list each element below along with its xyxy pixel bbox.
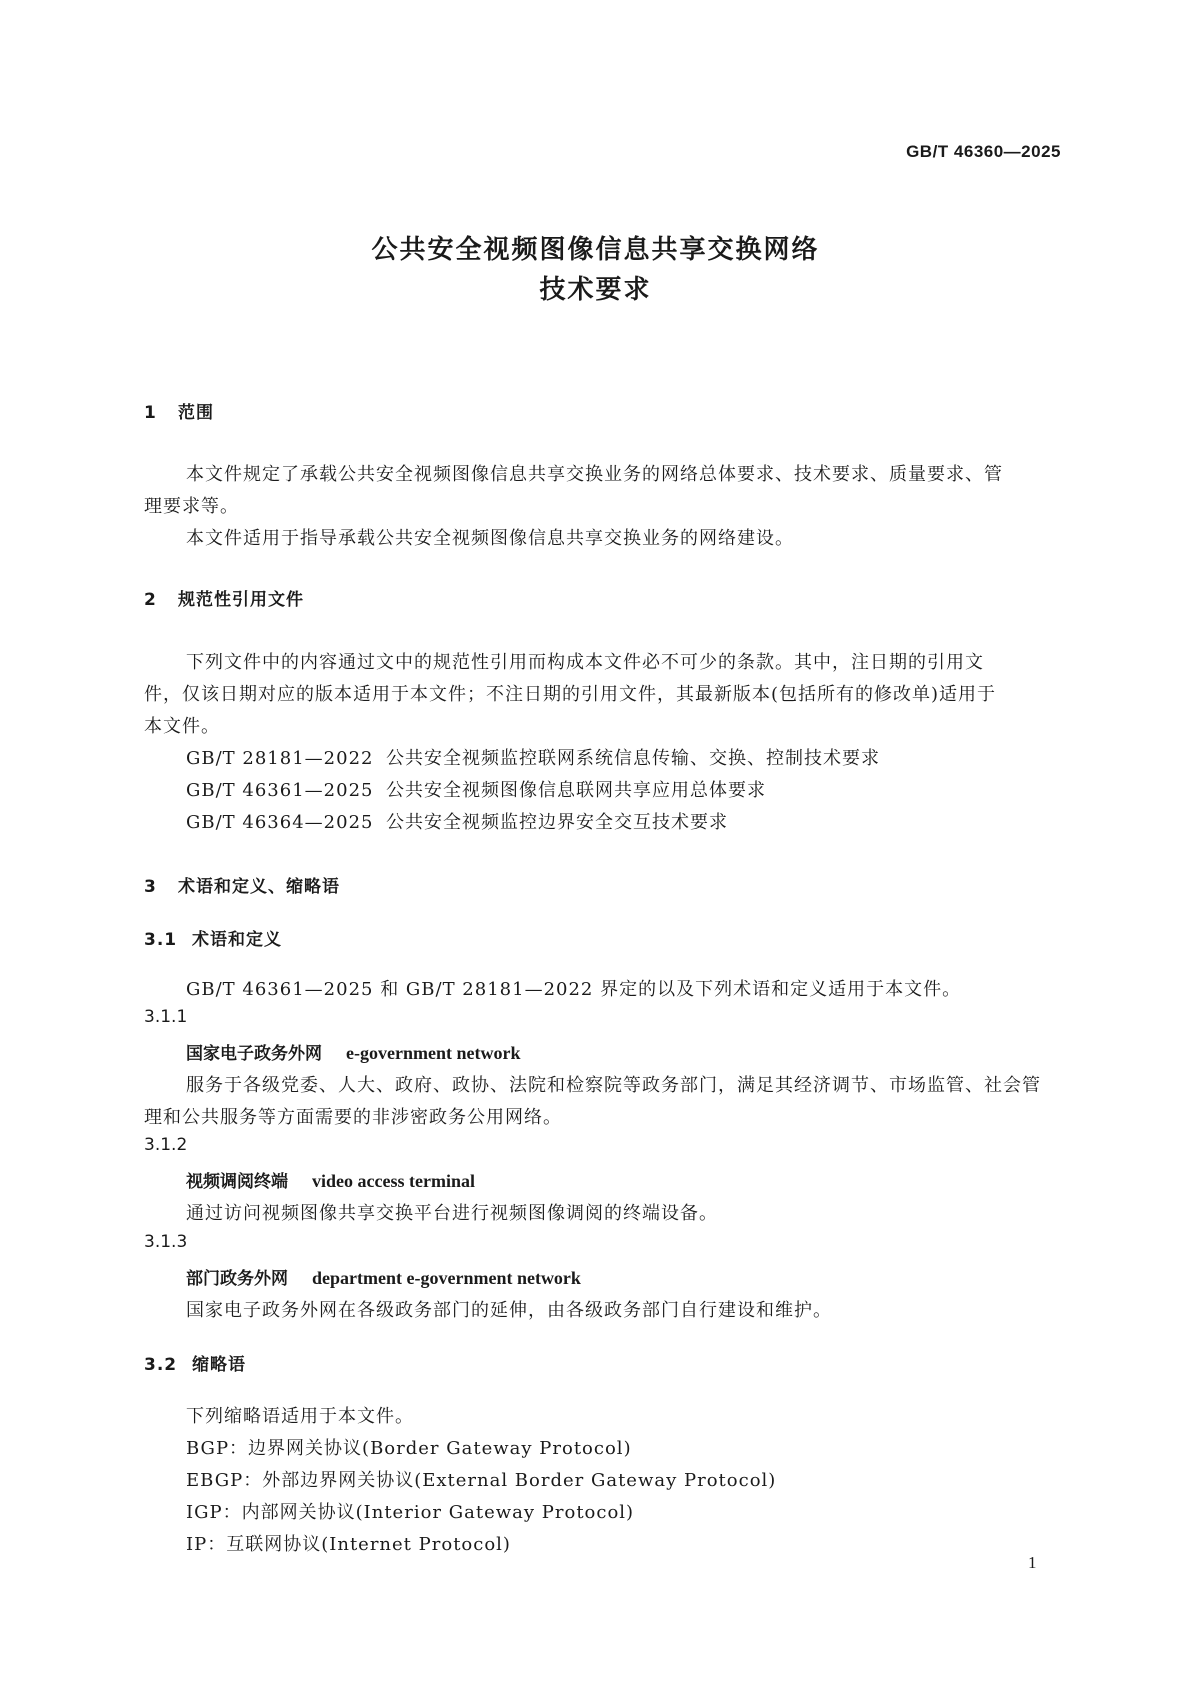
reference-code: GB/T 46364—2025 <box>186 812 374 833</box>
term-definition-line-1: 通过访问视频图像共享交换平台进行视频图像调阅的终端设备。 <box>186 1203 718 1224</box>
term-number: 3.1.1 <box>144 1007 188 1027</box>
term-number: 3.1.3 <box>144 1232 188 1252</box>
section-3-heading <box>144 872 340 897</box>
term-zh: 部门政务外网 <box>186 1269 288 1289</box>
term-en: e-government network <box>346 1043 521 1063</box>
term-heading <box>186 1039 520 1064</box>
reference-code: GB/T 28181—2022 <box>186 748 374 769</box>
section-1-heading <box>144 398 214 423</box>
section-1-paragraph-1-line-1: 本文件规定了承载公共安全视频图像信息共享交换业务的网络总体要求、技术要求、质量要求、管 <box>186 464 1003 485</box>
reference-title: 公共安全视频监控联网系统信息传输、交换、控制技术要求 <box>386 748 880 769</box>
reference-title: 公共安全视频监控边界安全交互技术要求 <box>386 812 728 833</box>
section-2-paragraph-line-3: 本文件。 <box>144 716 220 737</box>
section-3-title: 术语和定义、缩略语 <box>178 877 340 897</box>
term-definition-line-1: 国家电子政务外网在各级政务部门的延伸，由各级政务部门自行建设和维护。 <box>186 1300 832 1321</box>
term-en: video access terminal <box>312 1171 475 1191</box>
abbreviation-item: BGP：边界网关协议(Border Gateway Protocol) <box>186 1438 632 1459</box>
section-3-number: 3 <box>144 877 157 897</box>
section-2-heading <box>144 585 304 610</box>
abbreviation-item: IGP：内部网关协议(Interior Gateway Protocol) <box>186 1502 635 1523</box>
section-2-title: 规范性引用文件 <box>178 590 304 610</box>
section-3-2-title: 缩略语 <box>192 1355 246 1375</box>
term-definition-line-1: 服务于各级党委、人大、政府、政协、法院和检察院等政务部门，满足其经济调节、市场监管、社会管 <box>186 1075 1041 1096</box>
section-3-2-intro: 下列缩略语适用于本文件。 <box>186 1406 414 1427</box>
section-3-1-intro: GB/T 46361—2025 和 GB/T 28181—2022 界定的以及下列术语和定义适用于本文件。 <box>186 979 962 1000</box>
abbreviation-item: EBGP：外部边界网关协议(External Border Gateway Protocol) <box>186 1470 777 1491</box>
section-1-paragraph-2: 本文件适用于指导承载公共安全视频图像信息共享交换业务的网络建设。 <box>186 528 794 549</box>
section-3-2-heading <box>144 1350 246 1375</box>
section-2-number: 2 <box>144 590 157 610</box>
reference-code: GB/T 46361—2025 <box>186 780 374 801</box>
term-heading <box>186 1264 581 1289</box>
section-1-paragraph-1-line-2: 理要求等。 <box>144 496 239 517</box>
document-title-line2: 技术要求 <box>539 275 652 305</box>
section-1-number: 1 <box>144 403 157 423</box>
term-zh: 国家电子政务外网 <box>186 1044 322 1064</box>
section-3-2-number: 3.2 <box>144 1355 178 1375</box>
abbreviation-item: IP：互联网协议(Internet Protocol) <box>186 1534 511 1555</box>
term-zh: 视频调阅终端 <box>186 1172 288 1192</box>
section-3-1-number: 3.1 <box>144 930 178 950</box>
section-2-paragraph-line-1: 下列文件中的内容通过文中的规范性引用而构成本文件必不可少的条款。其中，注日期的引用文 <box>186 652 984 673</box>
term-definition-line-2: 理和公共服务等方面需要的非涉密政务公用网络。 <box>144 1107 562 1128</box>
term-heading <box>186 1167 475 1192</box>
term-number: 3.1.2 <box>144 1135 188 1155</box>
section-3-1-heading <box>144 925 282 950</box>
term-en: department e-government network <box>312 1268 581 1288</box>
reference-item <box>186 808 728 834</box>
section-2-paragraph-line-2: 件，仅该日期对应的版本适用于本文件；不注日期的引用文件，其最新版本(包括所有的修改单)适用于 <box>144 684 997 705</box>
document-title-line1: 公共安全视频图像信息共享交换网络 <box>371 235 820 265</box>
section-1-title: 范围 <box>178 403 214 423</box>
section-3-1-title: 术语和定义 <box>192 930 282 950</box>
standard-number: GB/T 46360—2025 <box>906 142 1061 161</box>
reference-item <box>186 744 880 770</box>
reference-item <box>186 776 766 802</box>
page-number: 1 <box>1028 1553 1037 1572</box>
reference-title: 公共安全视频图像信息联网共享应用总体要求 <box>386 780 766 801</box>
